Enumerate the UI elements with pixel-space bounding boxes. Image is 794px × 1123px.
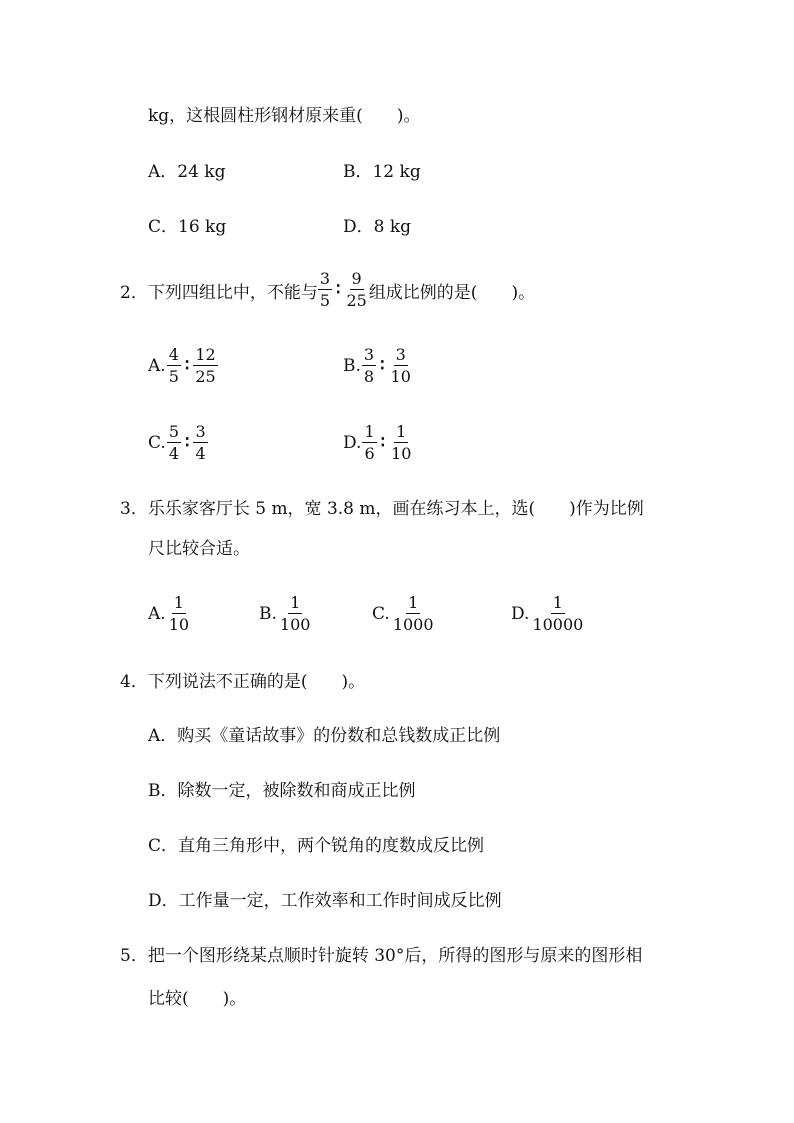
option-label: C.	[372, 604, 390, 624]
q5-stem-line1: 5．把一个图形绕某点顺时针旋转 30°后，所得的图形与原来的图形相	[120, 946, 643, 966]
option-label: B.	[343, 356, 361, 376]
option-fraction	[389, 424, 413, 462]
option-fraction	[193, 347, 217, 385]
fraction-denominator: 100	[279, 615, 311, 634]
fraction-denominator: 10	[391, 444, 412, 463]
option-label: D.	[343, 433, 362, 453]
fraction-numerator: 1	[408, 593, 419, 612]
fraction-numerator: 3	[363, 345, 375, 364]
q4-option-b[interactable]: B．除数一定，被除数和商成正比例	[148, 781, 416, 801]
ratio-colon: ∶	[380, 356, 385, 376]
q3-stem-line1: 3．乐乐家客厅长 5 m，宽 3.8 m，画在练习本上，选( )作为比例	[120, 499, 644, 519]
option-label: D.	[511, 604, 530, 624]
option-fraction	[193, 424, 207, 462]
q4-option-d[interactable]: D．工作量一定，工作效率和工作时间成反比例	[148, 891, 502, 911]
q2-option-d[interactable]	[343, 424, 413, 462]
fraction-numerator: 4	[168, 345, 179, 364]
fraction-denominator: 10	[390, 367, 411, 386]
q5-stem-line2: 比较( )。	[148, 989, 247, 1009]
q2-ratio-second-fraction	[344, 271, 368, 309]
option-fraction	[362, 424, 376, 462]
q3-stem-line2: 尺比较合适。	[148, 539, 250, 559]
option-fraction	[167, 424, 181, 462]
option-fraction	[362, 347, 376, 385]
fraction-denominator: 5	[168, 367, 179, 386]
fraction-denominator: 25	[195, 367, 216, 386]
q2-ratio-first-fraction	[318, 271, 332, 309]
ratio-colon: ∶	[185, 433, 190, 453]
option-label: A.	[148, 604, 166, 624]
fraction-numerator: 3	[319, 269, 331, 288]
q4-stem: 4．下列说法不正确的是( )。	[120, 672, 366, 692]
q1-option-b[interactable]: B．12 kg	[343, 162, 421, 182]
fraction-numerator: 12	[195, 345, 216, 364]
fraction-numerator: 3	[395, 345, 406, 364]
ratio-colon: ∶	[336, 280, 341, 300]
fraction-denominator: 1000	[392, 615, 434, 634]
fraction-denominator: 5	[319, 291, 331, 310]
option-fraction	[389, 347, 413, 385]
q1-stem-tail: kg，这根圆柱形钢材原来重( )。	[148, 106, 421, 126]
option-fraction	[167, 347, 181, 385]
q2-option-c[interactable]	[148, 424, 208, 462]
option-fraction	[530, 595, 585, 633]
fraction-denominator: 6	[364, 444, 375, 463]
option-label: C.	[148, 433, 166, 453]
q2-option-a[interactable]	[148, 347, 218, 385]
fraction-denominator: 4	[168, 444, 179, 463]
q1-option-a[interactable]: A．24 kg	[148, 162, 226, 182]
fraction-numerator: 1	[364, 422, 375, 441]
option-fraction	[391, 595, 436, 633]
q2-stem	[120, 271, 535, 309]
fraction-denominator: 25	[346, 291, 367, 310]
option-fraction	[167, 595, 191, 633]
fraction-denominator: 10000	[532, 615, 584, 634]
q1-option-d[interactable]: D．8 kg	[343, 217, 412, 237]
q3-option-b[interactable]	[259, 595, 312, 633]
fraction-numerator: 1	[173, 593, 184, 612]
q3-option-d[interactable]	[511, 595, 585, 633]
fraction-numerator: 5	[168, 422, 179, 441]
fraction-denominator: 4	[195, 444, 206, 463]
option-fraction	[278, 595, 313, 633]
q3-option-c[interactable]	[372, 595, 436, 633]
q3-option-a[interactable]	[148, 595, 191, 633]
ratio-colon: ∶	[380, 433, 386, 453]
q1-option-c[interactable]: C．16 kg	[148, 217, 227, 237]
fraction-numerator: 1	[396, 422, 407, 441]
ratio-colon: ∶	[184, 356, 190, 376]
fraction-denominator: 8	[363, 367, 375, 386]
fraction-numerator: 9	[351, 269, 362, 288]
q2-stem-pre: 2．下列四组比中，不能与	[120, 282, 318, 303]
fraction-denominator: 10	[168, 615, 190, 634]
option-label: A.	[148, 356, 166, 376]
q4-option-a[interactable]: A．购买《童话故事》的份数和总钱数成正比例	[148, 726, 501, 746]
option-label: B.	[259, 604, 277, 624]
fraction-numerator: 1	[552, 593, 563, 612]
q2-option-b[interactable]	[343, 347, 413, 385]
fraction-numerator: 1	[290, 593, 301, 612]
q2-stem-post: 组成比例的是( )。	[368, 282, 536, 303]
fraction-numerator: 3	[195, 422, 206, 441]
q4-option-c[interactable]: C．直角三角形中，两个锐角的度数成反比例	[148, 836, 485, 856]
